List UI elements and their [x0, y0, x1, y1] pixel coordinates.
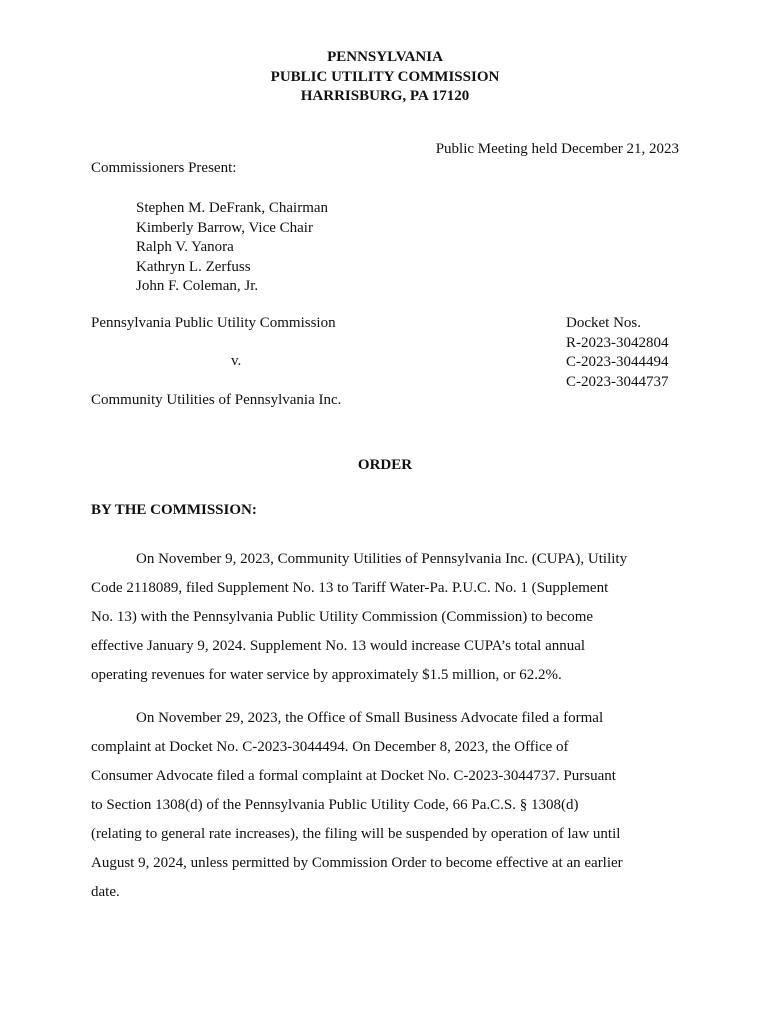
paragraph-line: On November 9, 2023, Community Utilities of Pennsylvania Inc. (CUPA), Utility	[136, 551, 628, 567]
docket-number: C-2023-3044494	[566, 354, 669, 370]
meeting-date: Public Meeting held December 21, 2023	[435, 141, 679, 157]
agency-header	[0, 48, 770, 107]
paragraph-line: Code 2118089, filed Supplement No. 13 to Tariff Water-Pa. P.U.C. No. 1 (Supplement	[91, 580, 609, 596]
docket-label: Docket Nos.	[566, 315, 641, 331]
commissioner-name: John F. Coleman, Jr.	[136, 278, 259, 294]
paragraph-line: No. 13) with the Pennsylvania Public Utility Commission (Commission) to become	[91, 609, 594, 625]
paragraph-line: date.	[91, 884, 120, 900]
commissioners-label: Commissioners Present:	[91, 160, 237, 176]
paragraph-line: to Section 1308(d) of the Pennsylvania Public Utility Code, 66 Pa.C.S. § 1308(d)	[91, 797, 579, 813]
by-commission-heading: BY THE COMMISSION:	[91, 502, 257, 518]
order-title: ORDER	[357, 457, 413, 473]
paragraph-line: On November 29, 2023, the Office of Small Business Advocate filed a formal	[136, 710, 604, 726]
paragraph-line: effective January 9, 2024. Supplement No. 13 would increase CUPA’s total annual	[91, 638, 586, 654]
paragraph-1	[91, 545, 681, 690]
header-state: PENNSYLVANIA	[327, 49, 443, 65]
commissioner-name: Kimberly Barrow, Vice Chair	[136, 219, 313, 236]
paragraph-line: August 9, 2024, unless permitted by Commission Order to become effective at an earlier	[91, 855, 623, 871]
paragraph-line: complaint at Docket No. C-2023-3044494. On December 8, 2023, the Office of	[91, 739, 569, 755]
header-city: HARRISBURG, PA 17120	[300, 88, 470, 104]
paragraph-line: (relating to general rate increases), the filing will be suspended by operation of law until	[91, 826, 621, 842]
docket-number: C-2023-3044737	[566, 373, 669, 390]
case-petitioner: Pennsylvania Public Utility Commission	[91, 315, 336, 331]
commissioner-name: Ralph V. Yanora	[136, 239, 234, 255]
header-agency: PUBLIC UTILITY COMMISSION	[270, 68, 500, 85]
commissioner-name: Kathryn L. Zerfuss	[136, 258, 251, 275]
paragraph-2	[91, 704, 681, 907]
commissioners-list	[136, 199, 328, 297]
paragraph-line: operating revenues for water service by approximately $1.5 million, or 62.2%.	[91, 667, 562, 683]
docket-number: R-2023-3042804	[566, 334, 669, 351]
docket-numbers	[566, 314, 669, 392]
case-respondent: Community Utilities of Pennsylvania Inc.	[91, 392, 342, 408]
case-versus: v.	[231, 353, 242, 369]
paragraph-line: Consumer Advocate filed a formal complaint at Docket No. C-2023-3044737. Pursuant	[91, 768, 616, 784]
commissioner-name: Stephen M. DeFrank, Chairman	[136, 200, 329, 216]
